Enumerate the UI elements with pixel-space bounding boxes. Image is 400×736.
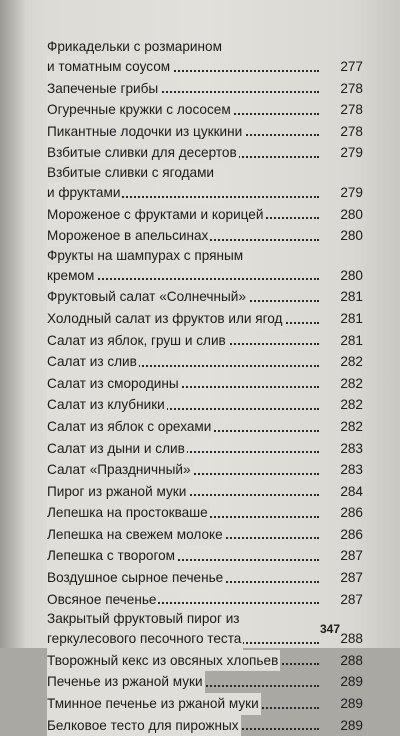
toc-entry-line-last bbox=[47, 394, 363, 416]
toc-entry bbox=[47, 99, 363, 121]
toc-entry-line-last bbox=[47, 204, 363, 226]
toc-entry-title: Фрукты на шампурах с пряным bbox=[47, 247, 244, 263]
page-gutter-shadow bbox=[0, 0, 26, 648]
toc-entry-title: Взбитые сливки для десертов bbox=[47, 142, 239, 164]
toc-page-number: 282 bbox=[340, 354, 363, 370]
toc-entry-line-last bbox=[47, 589, 363, 611]
toc-entry-line-last bbox=[47, 671, 363, 693]
toc-entry-title: и фруктами bbox=[47, 182, 122, 204]
toc-entry-line-last bbox=[47, 99, 363, 121]
toc-entry bbox=[47, 438, 363, 460]
toc-page-number: 278 bbox=[340, 102, 363, 118]
toc-page-number: 284 bbox=[340, 483, 363, 499]
toc-entry bbox=[47, 286, 363, 308]
toc-page-number: 286 bbox=[340, 526, 363, 542]
toc-entry-title: Салат «Праздничный» bbox=[47, 459, 193, 481]
toc-page-number: 282 bbox=[340, 418, 363, 434]
toc-entry-line-last bbox=[47, 265, 363, 287]
toc-entry bbox=[47, 650, 363, 672]
toc-entry bbox=[47, 204, 363, 226]
toc-entry-line-last bbox=[47, 330, 363, 352]
toc-entry bbox=[47, 416, 363, 438]
toc-entry-title: Пикантные лодочки из цуккини bbox=[47, 121, 244, 143]
toc-entry-title: Запеченые грибы bbox=[47, 78, 160, 100]
toc-entry-line-last bbox=[47, 121, 363, 143]
toc-page-number: 287 bbox=[340, 570, 363, 586]
toc-entry-title: геркулесового песочного теста bbox=[47, 628, 243, 650]
toc-entry-line-last bbox=[47, 650, 363, 672]
toc-entry bbox=[47, 567, 363, 589]
toc-page-number: 278 bbox=[340, 123, 363, 139]
toc-entry bbox=[47, 589, 363, 611]
toc-entry-title: Лепешка на свежем молоке bbox=[47, 524, 225, 546]
toc-entry-line-last bbox=[47, 78, 363, 100]
table-of-contents bbox=[47, 38, 363, 736]
toc-entry-title: Печенье из ржаной муки bbox=[47, 671, 205, 693]
toc-entry bbox=[47, 693, 363, 715]
toc-page-number: 282 bbox=[340, 397, 363, 413]
toc-entry-line-last bbox=[47, 524, 363, 546]
toc-page-number: 283 bbox=[340, 462, 363, 478]
toc-entry-line-last bbox=[47, 56, 363, 78]
toc-entry-line bbox=[47, 247, 363, 265]
toc-entry-line-last bbox=[47, 545, 363, 567]
toc-entry-title: Огуречные кружки с лососем bbox=[47, 99, 233, 121]
toc-entry bbox=[47, 330, 363, 352]
toc-entry bbox=[47, 247, 363, 287]
toc-entry-title: Лепешка с творогом bbox=[47, 545, 177, 567]
toc-page-number: 281 bbox=[340, 289, 363, 305]
toc-entry-title: Творожный кекс из овсяных хлопьев bbox=[47, 650, 280, 672]
toc-entry-title: Салат из дыни и слив bbox=[47, 438, 187, 460]
toc-entry-title: Салат из яблок с орехами bbox=[47, 416, 213, 438]
toc-page-number: 287 bbox=[340, 591, 363, 607]
toc-entry bbox=[47, 78, 363, 100]
toc-entry-title: Мороженое в апельсинах bbox=[47, 225, 210, 247]
toc-entry-title: Тминное печенье из ржаной муки bbox=[47, 693, 261, 715]
toc-entry-title: Воздушное сырное печенье bbox=[47, 567, 225, 589]
toc-entry-line-last bbox=[47, 416, 363, 438]
toc-page-number: 280 bbox=[340, 228, 363, 244]
toc-page-number: 287 bbox=[340, 548, 363, 564]
toc-entry-title: Овсяное печенье bbox=[47, 589, 158, 611]
toc-entry bbox=[47, 715, 363, 736]
toc-entry-title: Мороженое с фруктами и корицей bbox=[47, 204, 265, 226]
toc-page-number: 289 bbox=[340, 674, 363, 690]
toc-entry-line-last bbox=[47, 351, 363, 373]
toc-entry-line-last bbox=[47, 715, 363, 736]
toc-entry-line-last bbox=[47, 438, 363, 460]
toc-page-number: 279 bbox=[340, 184, 363, 200]
toc-entry-title: Фруктовый салат «Солнечный» bbox=[47, 286, 248, 308]
toc-entry-line-last bbox=[47, 481, 363, 503]
toc-entry bbox=[47, 351, 363, 373]
toc-entry-title: Взбитые сливки с ягодами bbox=[47, 164, 215, 180]
toc-entry-line-last bbox=[47, 459, 363, 481]
toc-entry bbox=[47, 164, 363, 204]
toc-entry-title: Пирог из ржаной муки bbox=[47, 481, 188, 503]
toc-entry-title: Салат из яблок, груш и слив bbox=[47, 330, 228, 352]
toc-page-number: 279 bbox=[340, 145, 363, 161]
toc-entry-line-last bbox=[47, 225, 363, 247]
toc-entry bbox=[47, 524, 363, 546]
toc-entry bbox=[47, 671, 363, 693]
toc-entry-line bbox=[47, 38, 363, 56]
toc-page-number: 280 bbox=[340, 267, 363, 283]
toc-page-number: 289 bbox=[340, 717, 363, 733]
toc-entry bbox=[47, 38, 363, 78]
toc-entry bbox=[47, 502, 363, 524]
toc-entry-line-last bbox=[47, 502, 363, 524]
toc-entry-line-last bbox=[47, 308, 363, 330]
toc-entry-title: и томатным соусом bbox=[47, 56, 172, 78]
toc-entry-line bbox=[47, 164, 363, 182]
toc-entry-line-last bbox=[47, 142, 363, 164]
toc-page-number: 283 bbox=[340, 440, 363, 456]
toc-entry-title: Фрикадельки с розмарином bbox=[47, 39, 222, 54]
toc-entry-line-last bbox=[47, 373, 363, 395]
toc-page-number: 289 bbox=[340, 696, 363, 712]
toc-entry-title: Салат из смородины bbox=[47, 373, 181, 395]
toc-page-number: 278 bbox=[340, 80, 363, 96]
toc-entry-title: кремом bbox=[47, 265, 96, 287]
toc-page-number: 288 bbox=[340, 631, 363, 647]
toc-entry-line-last bbox=[47, 182, 363, 204]
toc-page-number: 282 bbox=[340, 375, 363, 391]
toc-entry bbox=[47, 545, 363, 567]
toc-page-number: 288 bbox=[340, 652, 363, 668]
toc-entry bbox=[47, 373, 363, 395]
toc-entry bbox=[47, 225, 363, 247]
toc-entry-title: Закрытый фруктовый пирог из bbox=[47, 611, 240, 627]
toc-entry bbox=[47, 142, 363, 164]
toc-entry-line-last bbox=[47, 286, 363, 308]
toc-entry-title: Салат из слив bbox=[47, 351, 139, 373]
toc-page-number: 277 bbox=[340, 59, 363, 74]
toc-entry bbox=[47, 610, 363, 650]
toc-entry-title: Белковое тесто для пирожных bbox=[47, 715, 241, 736]
toc-entry bbox=[47, 121, 363, 143]
toc-entry bbox=[47, 481, 363, 503]
toc-entry bbox=[47, 459, 363, 481]
toc-entry bbox=[47, 308, 363, 330]
toc-entry-title: Лепешка на простокваше bbox=[47, 502, 210, 524]
page-number: 347 bbox=[320, 622, 341, 636]
toc-entry-title: Салат из клубники bbox=[47, 394, 167, 416]
toc-page-number: 280 bbox=[340, 206, 363, 222]
toc-entry-title: Холодный салат из фруктов или ягод bbox=[47, 308, 285, 330]
toc-entry-line bbox=[47, 610, 363, 628]
toc-entry-line-last bbox=[47, 567, 363, 589]
toc-page-number: 281 bbox=[340, 310, 363, 326]
toc-entry bbox=[47, 394, 363, 416]
toc-page-number: 281 bbox=[340, 332, 363, 348]
toc-entry-line-last bbox=[47, 628, 363, 650]
toc-page-number: 286 bbox=[340, 505, 363, 521]
toc-entry-line-last bbox=[47, 693, 363, 715]
